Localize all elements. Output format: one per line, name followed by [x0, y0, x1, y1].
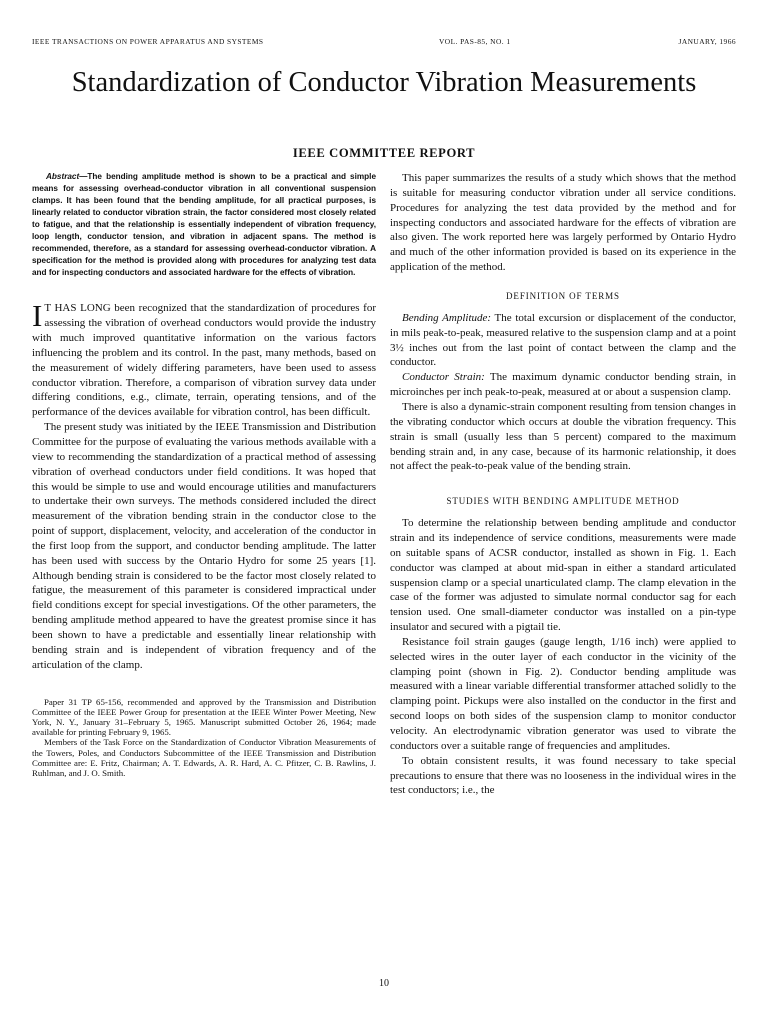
abstract-label: Abstract	[46, 172, 80, 181]
definition-bending-text: The total excursion or displacement of the conductor, in mils peak-to-peak, measured relative to the suspension clamp and at a point 3½ inches out from the last point of contact between the clamp and the conductor.	[390, 311, 736, 369]
body-paragraph: The present study was initiated by the IEEE Transmission and Distribution Committee for the purpose of evaluating the various methods available with a view to recommending the standardization of a practical method of assessing vibration of overhead conductors under field conditions. It was hoped that this would be simple to use and would encourage utilities and manufacturers to undertake their own surveys. The methods considered included the direct measurement of the vibration bending strain in the conductor close to the point of support, displacement, velocity, and acceleration of the conductor in the first loop from the support, and conductor bending amplitude. The latter has been used with success by the Ontario Hydro for some 25 years [1]. Although bending strain is considered to be the factor most closely related to fatigue, the measurement of this parameter is considered impractical under field conditions except for special investigations. Of the other parameters, the bending amplitude method appeared to have the greatest promise since it has been shown to have a predictable and essentially linear relationship with bending strain and is independent of vibration frequency and of the articulation of the clamp.	[32, 421, 376, 671]
dynamic-strain-paragraph: There is also a dynamic-strain component resulting from tension changes in the vibrating conductor which occurs at double the vibration frequency. This strain is small (usually less than 5 percent) compared to the maximum bending strain and, in any case, because of its harmonic relationship, it does not affect the peak-to-peak value of the bending strain.	[390, 400, 736, 473]
paper-title: Standardization of Conductor Vibration Measurements	[71, 67, 697, 98]
paper-subtitle: IEEE COMMITTEE REPORT	[292, 146, 476, 160]
summary-paragraph: This paper summarizes the results of a study which shows that the method is suitable for measuring conductor vibration under all service conditions. Procedures for analyzing the test data provided by the method and for inspecting conductors and associated hardware for the effects of vibration are also given. The work reported here was largely performed by Ontario Hydro and much of the other information provided is based on its experience in the application of the method.	[390, 172, 736, 274]
issue-date: JANUARY, 1966	[678, 37, 736, 46]
abstract	[32, 171, 376, 279]
studies-paragraph-1: To determine the relationship between bending amplitude and conductor strain and its independence of service conditions, measurements were made on suitable spans of ACSR conductor, installed as shown in Fig. 1. Each conductor was clamped at about mid-span in either a standard articulated suspension clamp or a special unarticulated clamp. The clamp elevation in the case of the former was adjusted to simulate normal conductor sag for each tension used. One small-diameter conductor was installed on a pin-type insulator and secured with a pigtail tie.	[390, 517, 736, 634]
drop-cap: I	[32, 298, 43, 334]
section-heading-studies: STUDIES WITH BENDING AMPLITUDE METHOD	[446, 496, 680, 507]
footnote-paper-info: Paper 31 TP 65-156, recommended and approved by the Transmission and Distribution Committee of the IEEE Power Group for presentation at the IEEE Winter Power Meeting, New York, N. Y., January 31–February 5, 1965. Manuscript submitted October 26, 1964; made available for printing February 9, 1965.	[32, 696, 376, 738]
definition-bending-amplitude	[390, 311, 736, 370]
page-number: 10	[379, 978, 389, 989]
section-heading-definitions: DEFINITION OF TERMS	[506, 290, 620, 301]
studies-paragraph-3: To obtain consistent results, it was found necessary to take special precautions to ensure that there was no looseness in the individual wires in the test conductors; i.e., the	[390, 754, 736, 797]
term-conductor-strain: Conductor Strain:	[402, 371, 485, 384]
volume-info: VOL. PAS-85, NO. 1	[439, 37, 511, 46]
intro-text: T HAS LONG been recognized that the standardization of procedures for assessing the vibration of overhead conductors would provide the industry with much improved quantitative information on the various factors influencing the problem and its control. In the past, many methods, based on the measurement of widely differing parameters, have been used to assess conductor vibration. Therefore, a comparison of vibration survey data under differing conditions, e.g., climate, terrain, operating tensions, and of the performance of the devices available for vibration control, has been difficult.	[32, 302, 376, 419]
footnote-task-force: Members of the Task Force on the Standardization of Conductor Vibration Measurements of the Towers, Poles, and Conductors Subcommittee of the IEEE Transmission and Distribution Committee are: E. Fritz, Chairman; A. T. Edwards, A. R. Hard, A. C. Pfitzer, C. B. Rawlins, J. Ruhlman, and J. O. Smith.	[32, 737, 376, 778]
running-header	[32, 37, 736, 49]
studies-paragraph-2: Resistance foil strain gauges (gauge length, 1/16 inch) were applied to selected wires in the outer layer of each conductor in the vicinity of the clamping point (shown in Fig. 2). Conductor bending amplitude was measured with a linear variable differential transformer attached solidly to the clamping point. Pickups were also installed on the conductor in the first and second loops on both sides of the suspension clamp to monitor conductor velocity. An electrodynamic vibration generator was used to vibrate the conductors over a suitable range of frequencies and amplitudes.	[390, 635, 736, 752]
term-bending-amplitude: Bending Amplitude:	[402, 311, 492, 324]
left-column	[32, 171, 376, 778]
abstract-text: —The bending amplitude method is shown to be a practical and simple means for assessing overhead-conductor vibration in all conventional suspension clamps. It has been found that the bending amplitude, for all practical purposes, is linearly related to conductor vibration strain, the factor considered most closely related to fatigue, and that the relationship is essentially independent of vibration frequency, loop length, conductor tension, and vibration in adjacent spans. The method is recommended, therefore, as a standard for assessing overhead-conductor vibration. A specification for the method is provided along with procedures for analyzing test data and for inspecting conductors and associated hardware for the effects of vibration.	[32, 172, 376, 278]
intro-paragraph	[32, 298, 376, 420]
journal-name: IEEE TRANSACTIONS ON POWER APPARATUS AND SYSTEMS	[32, 37, 264, 46]
right-column	[390, 171, 736, 798]
definition-strain-text: The maximum dynamic conductor bending strain, in microinches per inch peak-to-peak, measured at or about a suspension clamp.	[390, 371, 736, 399]
definition-conductor-strain	[390, 370, 736, 400]
